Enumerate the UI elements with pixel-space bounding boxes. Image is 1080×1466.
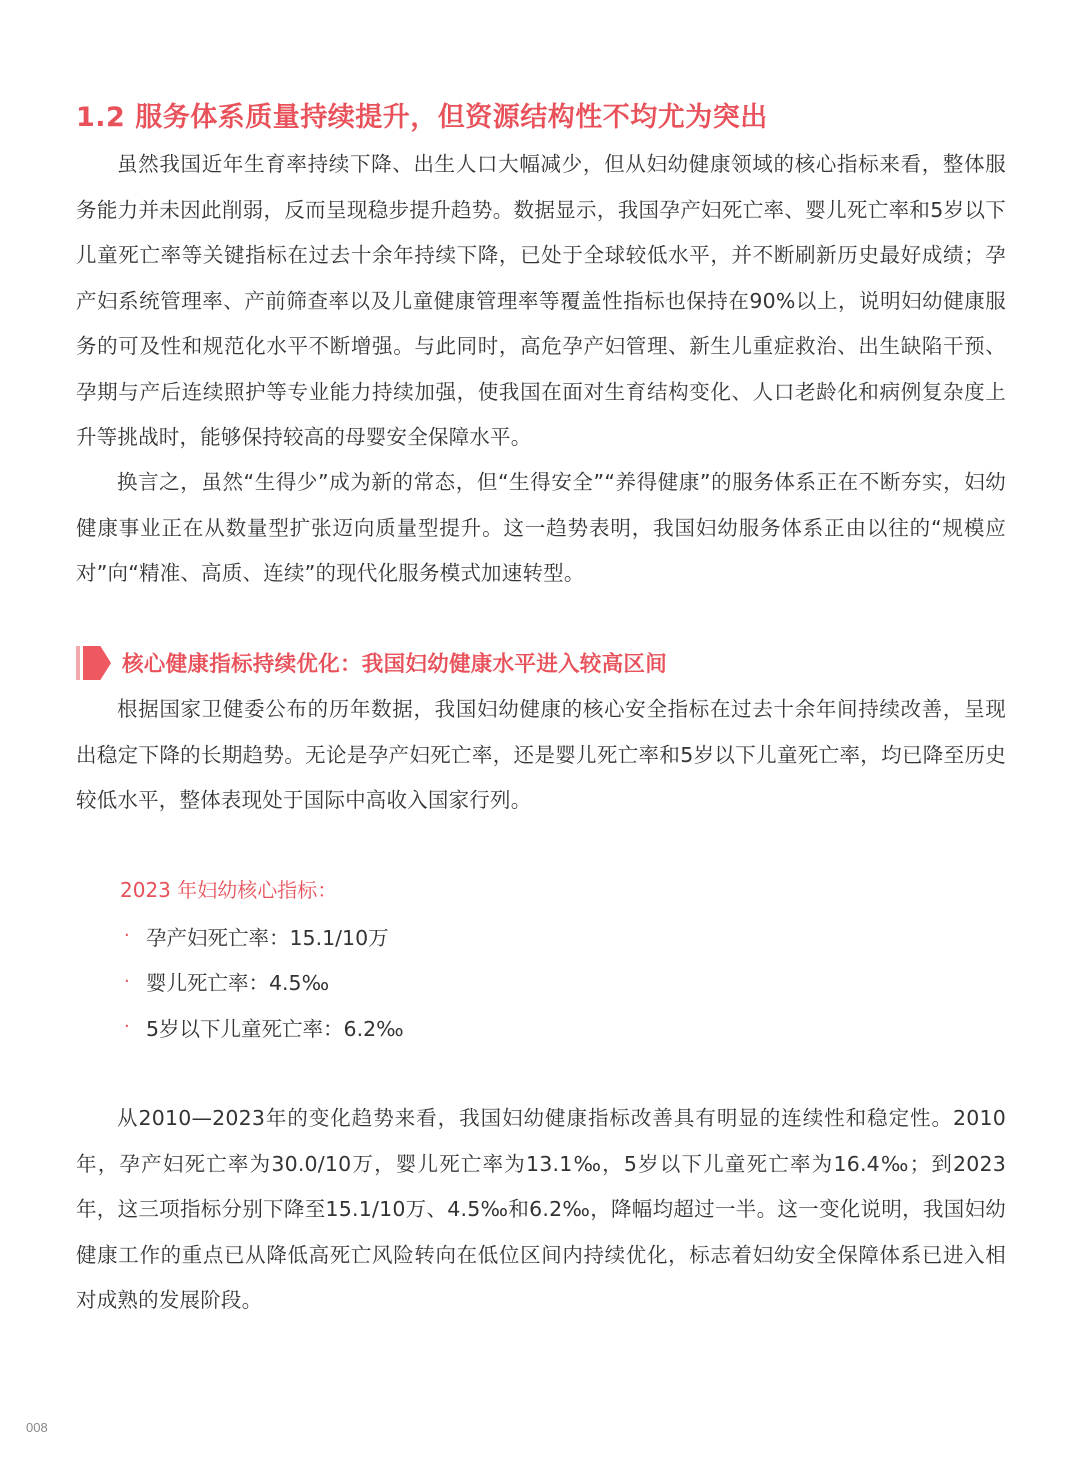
paragraph-trend: 从2010—2023年的变化趋势来看，我国妇幼健康指标改善具有明显的连续性和稳定性。2010年，孕产妇死亡率为30.0/10万，婴儿死亡率为13.1‰，5岁以下儿童死亡率为16.4‰；到2023年，这三项指标分别下降至15.1/10万、4.5‰和6.2‰，降幅均超过一半。这一变化说明，我国妇幼健康工作的重点已从降低高死亡风险转向在低位区间内持续优化，标志着妇幼安全保障体系已进入相对成熟的发展阶段。 <box>76 1106 1006 1312</box>
list-item <box>120 1004 820 1050</box>
arrow-marker-icon <box>76 644 112 680</box>
paragraph-core-indicators: 根据国家卫健委公布的历年数据，我国妇幼健康的核心安全指标在过去十余年间持续改善，呈现出稳定下降的长期趋势。无论是孕产妇死亡率，还是婴儿死亡率和5岁以下儿童死亡率，均已降至历史较低水平，整体表现处于国际中高收入国家行列。 <box>76 697 1006 812</box>
indicator-infant-mortality: 婴儿死亡率：4.5‰ <box>146 971 330 996</box>
indicator-under5-mortality: 5岁以下儿童死亡率：6.2‰ <box>146 1016 404 1041</box>
indicator-maternal-mortality: 孕产妇死亡率：15.1/10万 <box>146 925 389 950</box>
page-number: 008 <box>26 1420 48 1435</box>
section-title: 1.2 服务体系质量持续提升，但资源结构性不均尤为突出 <box>76 102 768 133</box>
list-item <box>120 959 820 1005</box>
subsection-heading <box>76 640 976 684</box>
subsection-title: 核心健康指标持续优化：我国妇幼健康水平进入较高区间 <box>122 651 668 677</box>
paragraph-service-quality: 虽然我国近年生育率持续下降、出生人口大幅减少，但从妇幼健康领域的核心指标来看，整体服务能力并未因此削弱，反而呈现稳步提升趋势。数据显示，我国孕产妇死亡率、婴儿死亡率和5岁以下儿童死亡率等关键指标在过去十余年持续下降，已处于全球较低水平，并不断刷新历史最好成绩；孕产妇系统管理率、产前筛查率以及儿童健康管理率等覆盖性指标也保持在90%以上，说明妇幼健康服务的可及性和规范化水平不断增强。与此同时，高危孕产妇管理、新生儿重症救治、出生缺陷干预、孕期与产后连续照护等专业能力持续加强，使我国在面对生育结构变化、人口老龄化和病例复杂度上升等挑战时，能够保持较高的母婴安全保障水平。 <box>76 152 1006 449</box>
indicators-title: 2023 年妇幼核心指标： <box>120 878 338 902</box>
bullet-icon: · <box>124 1016 130 1038</box>
list-item <box>120 913 820 959</box>
paragraph-transformation: 换言之，虽然“生得少”成为新的常态，但“生得安全”“养得健康”的服务体系正在不断夯实，妇幼健康事业正在从数量型扩张迈向质量型提升。这一趋势表明，我国妇幼服务体系正由以往的“规模应对”向“精准、高质、连续”的现代化服务模式加速转型。 <box>76 470 1006 585</box>
bullet-icon: · <box>124 970 130 992</box>
indicators-list <box>120 868 820 1050</box>
bullet-icon: · <box>124 925 130 947</box>
